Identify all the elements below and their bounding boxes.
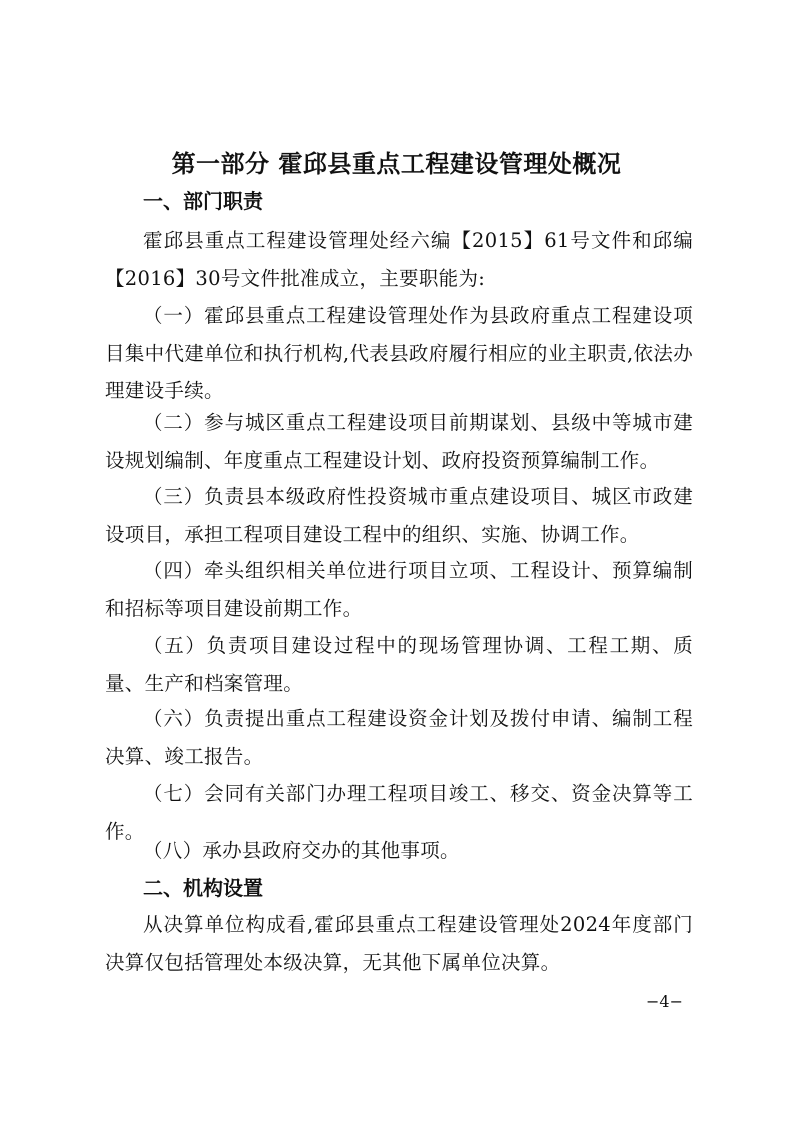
duty-item-6: （六）负责提出重点工程建设资金计划及拨付申请、编制工程决算、竣工报告。 (105, 707, 693, 768)
duty-item-1: （一）霍邱县重点工程建设管理处作为县政府重点工程建设项目集中代建单位和执行机构,代表县政府履行相应的业主职责,依法办理建设手续。 (105, 304, 693, 402)
duty-item-4: （四）牵头组织相关单位进行项目立项、工程设计、预算编制和招标等项目建设前期工作。 (105, 559, 693, 620)
section-intro-paragraph: 霍邱县重点工程建设管理处经六编【2015】61号文件和邱编【2016】30号文件批准成立，主要职能为: (105, 229, 693, 290)
section-heading-duties: 一、部门职责 (143, 189, 263, 213)
duty-item-8: （八）承办县政府交办的其他事项。 (143, 839, 460, 862)
document-title: 第一部分 霍邱县重点工程建设管理处概况 (171, 150, 622, 178)
section-heading-structure: 二、机构设置 (143, 876, 263, 900)
page-number: −4− (646, 992, 683, 1011)
duty-item-5: （五）负责项目建设过程中的现场管理协调、工程工期、质量、生产和档案管理。 (105, 634, 693, 695)
duty-item-3: （三）负责县本级政府性投资城市重点建设项目、城区市政建设项目，承担工程项目建设工程中的组织、实施、协调工作。 (105, 485, 693, 546)
duty-item-7: （七）会同有关部门办理工程项目竣工、移交、资金决算等工作。 (105, 782, 693, 843)
structure-paragraph: 从决算单位构成看,霍邱县重点工程建设管理处2024年度部门决算仅包括管理处本级决算，无其他下属单位决算。 (105, 913, 693, 974)
duty-item-2: （二）参与城区重点工程建设项目前期谋划、县级中等城市建设规划编制、年度重点工程建设计划、政府投资预算编制工作。 (105, 411, 693, 472)
